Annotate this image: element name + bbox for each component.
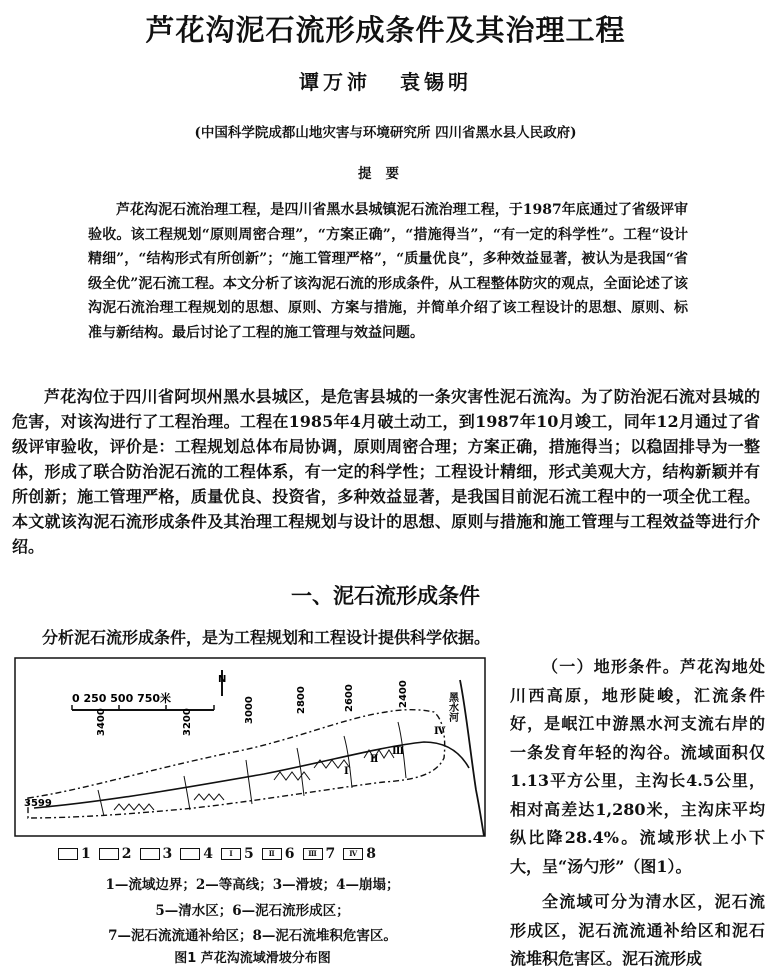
figure-caption-line: 1—流域边界；2—等高线；3—滑坡；4—崩塌； [105,877,400,893]
figure-caption-line: 7—泥石流流通补给区；8—泥石流堆积危害区。 [108,928,397,944]
legend-item: Ⅲ 7 [303,846,336,862]
zone-1-icon: Ⅰ [221,848,241,860]
legend-item: 1 [58,846,91,862]
north-label: N [218,674,227,685]
right-column-paragraph-2: 全流域可分为清水区，泥石流形成区，泥石流流通补给区和泥石流堆积危害区。泥石流形成 [510,892,765,968]
landslide-patches [114,750,394,810]
abstract-text: 芦花沟泥石流治理工程，是四川省黑水县城镇泥石流治理工程，于1987年底通过了省级评审验收。该工程规划“原则周密合理”，“方案正确”，“措施得当”，“有一定的科学性”。工程“设计精细”，“结构形式有所创新”；“施工管理严格”，“质量优良”，多种效益显著，被认为是我国“省级全优”泥石流工程。本文分析了该沟泥石流的形成条件，从工程整体防灾的观点，全面论述了该沟泥石流治理工程规划的思想、原则、方案与措施，并简单介绍了该工程设计的思想、原则、标准与新结构。最后讨论了工程的施工管理与效益问题。 [88,202,688,341]
zone-3-icon: Ⅲ [303,848,323,860]
scale-label: 0 250 500 750米 [72,692,172,705]
contour-label: 2800 [296,686,307,714]
map-frame [15,658,485,836]
legend-item: 2 [99,846,132,862]
figure-caption-line: 5—清水区；6—泥石流形成区； [155,903,350,919]
river-label: 黑水河 [446,692,458,722]
authors: 谭万沛 袁锡明 [299,70,472,94]
collapse-icon [180,848,200,860]
section-intro: 分析泥石流形成条件，是为工程规划和工程设计提供科学依据。 [42,628,491,647]
contour-label: 2600 [344,684,355,712]
subsection-lead: （一）地形条件。 [542,657,680,676]
zone-label: Ⅰ [344,766,349,777]
map-svg [14,650,494,840]
abstract-heading: 提要 [358,166,413,182]
contour-label: 3200 [182,708,193,736]
figure-legend [58,846,380,862]
zone-label: Ⅱ [370,754,379,765]
contour-label: 2400 [398,680,409,708]
contour-label: 3400 [96,708,107,736]
contour-label: 3000 [244,696,255,724]
right-column-paragraph [510,653,765,881]
paper-title: 芦花沟泥石流形成条件及其治理工程 [145,13,626,47]
contour-icon [99,848,119,860]
figure-title: 图1 芦花沟流域滑坡分布图 [174,951,331,966]
zone-labels [344,726,446,777]
zone-label: Ⅲ [392,746,405,757]
zone-label: Ⅳ [434,726,446,737]
peak-label: 3599 [24,798,52,809]
figure-map [14,650,494,844]
contour-labels [96,680,409,736]
heishui-river [460,680,484,836]
zone-4-icon: Ⅳ [343,848,363,860]
legend-item: Ⅱ 6 [262,846,295,862]
boundary-icon [58,848,78,860]
contours [98,722,406,816]
legend-item: 3 [140,846,173,862]
landslide-icon [140,848,160,860]
legend-item: Ⅳ 8 [343,846,376,862]
subsection-text: 芦花沟地处川西高原，地形陡峻，汇流条件好，是岷江中游黑水河支流右岸的一条发育年轻的沟谷。流域面积仅1.13平方公里，主沟长4.5公里，相对高差达1,280米，主沟床平均纵比降28.4%。流域形状上小下大，呈“汤勺形”（图1）。 [510,657,765,876]
legend-item: 4 [180,846,213,862]
intro-paragraph: 芦花沟位于四川省阿坝州黑水县城区，是危害县城的一条灾害性泥石流沟。为了防治泥石流对县城的危害，对该沟进行了工程治理。工程在1985年4月破土动工，到1987年10月竣工，同年12月通过了省级评审验收，评价是：工程规划总体布局协调，原则周密合理；方案正确，措施得当；以稳固排导为一整体，形成了联合防治泥石流的工程体系，有一定的科学性；工程设计精细，形式美观大方，结构新颖并有所创新；施工管理严格，质量优良、投资省，多种效益显著，是我国目前泥石流工程中的一项全优工程。本文就该沟泥石流形成条件及其治理工程规划与设计的思想、原则与措施和施工管理与工程效益等进行介绍。 [12,387,760,556]
legend-item: Ⅰ 5 [221,846,254,862]
affiliation: (中国科学院成都山地灾害与环境研究所 四川省黑水县人民政府) [194,125,577,141]
section-heading: 一、泥石流形成条件 [291,584,480,608]
zone-2-icon: Ⅱ [262,848,282,860]
